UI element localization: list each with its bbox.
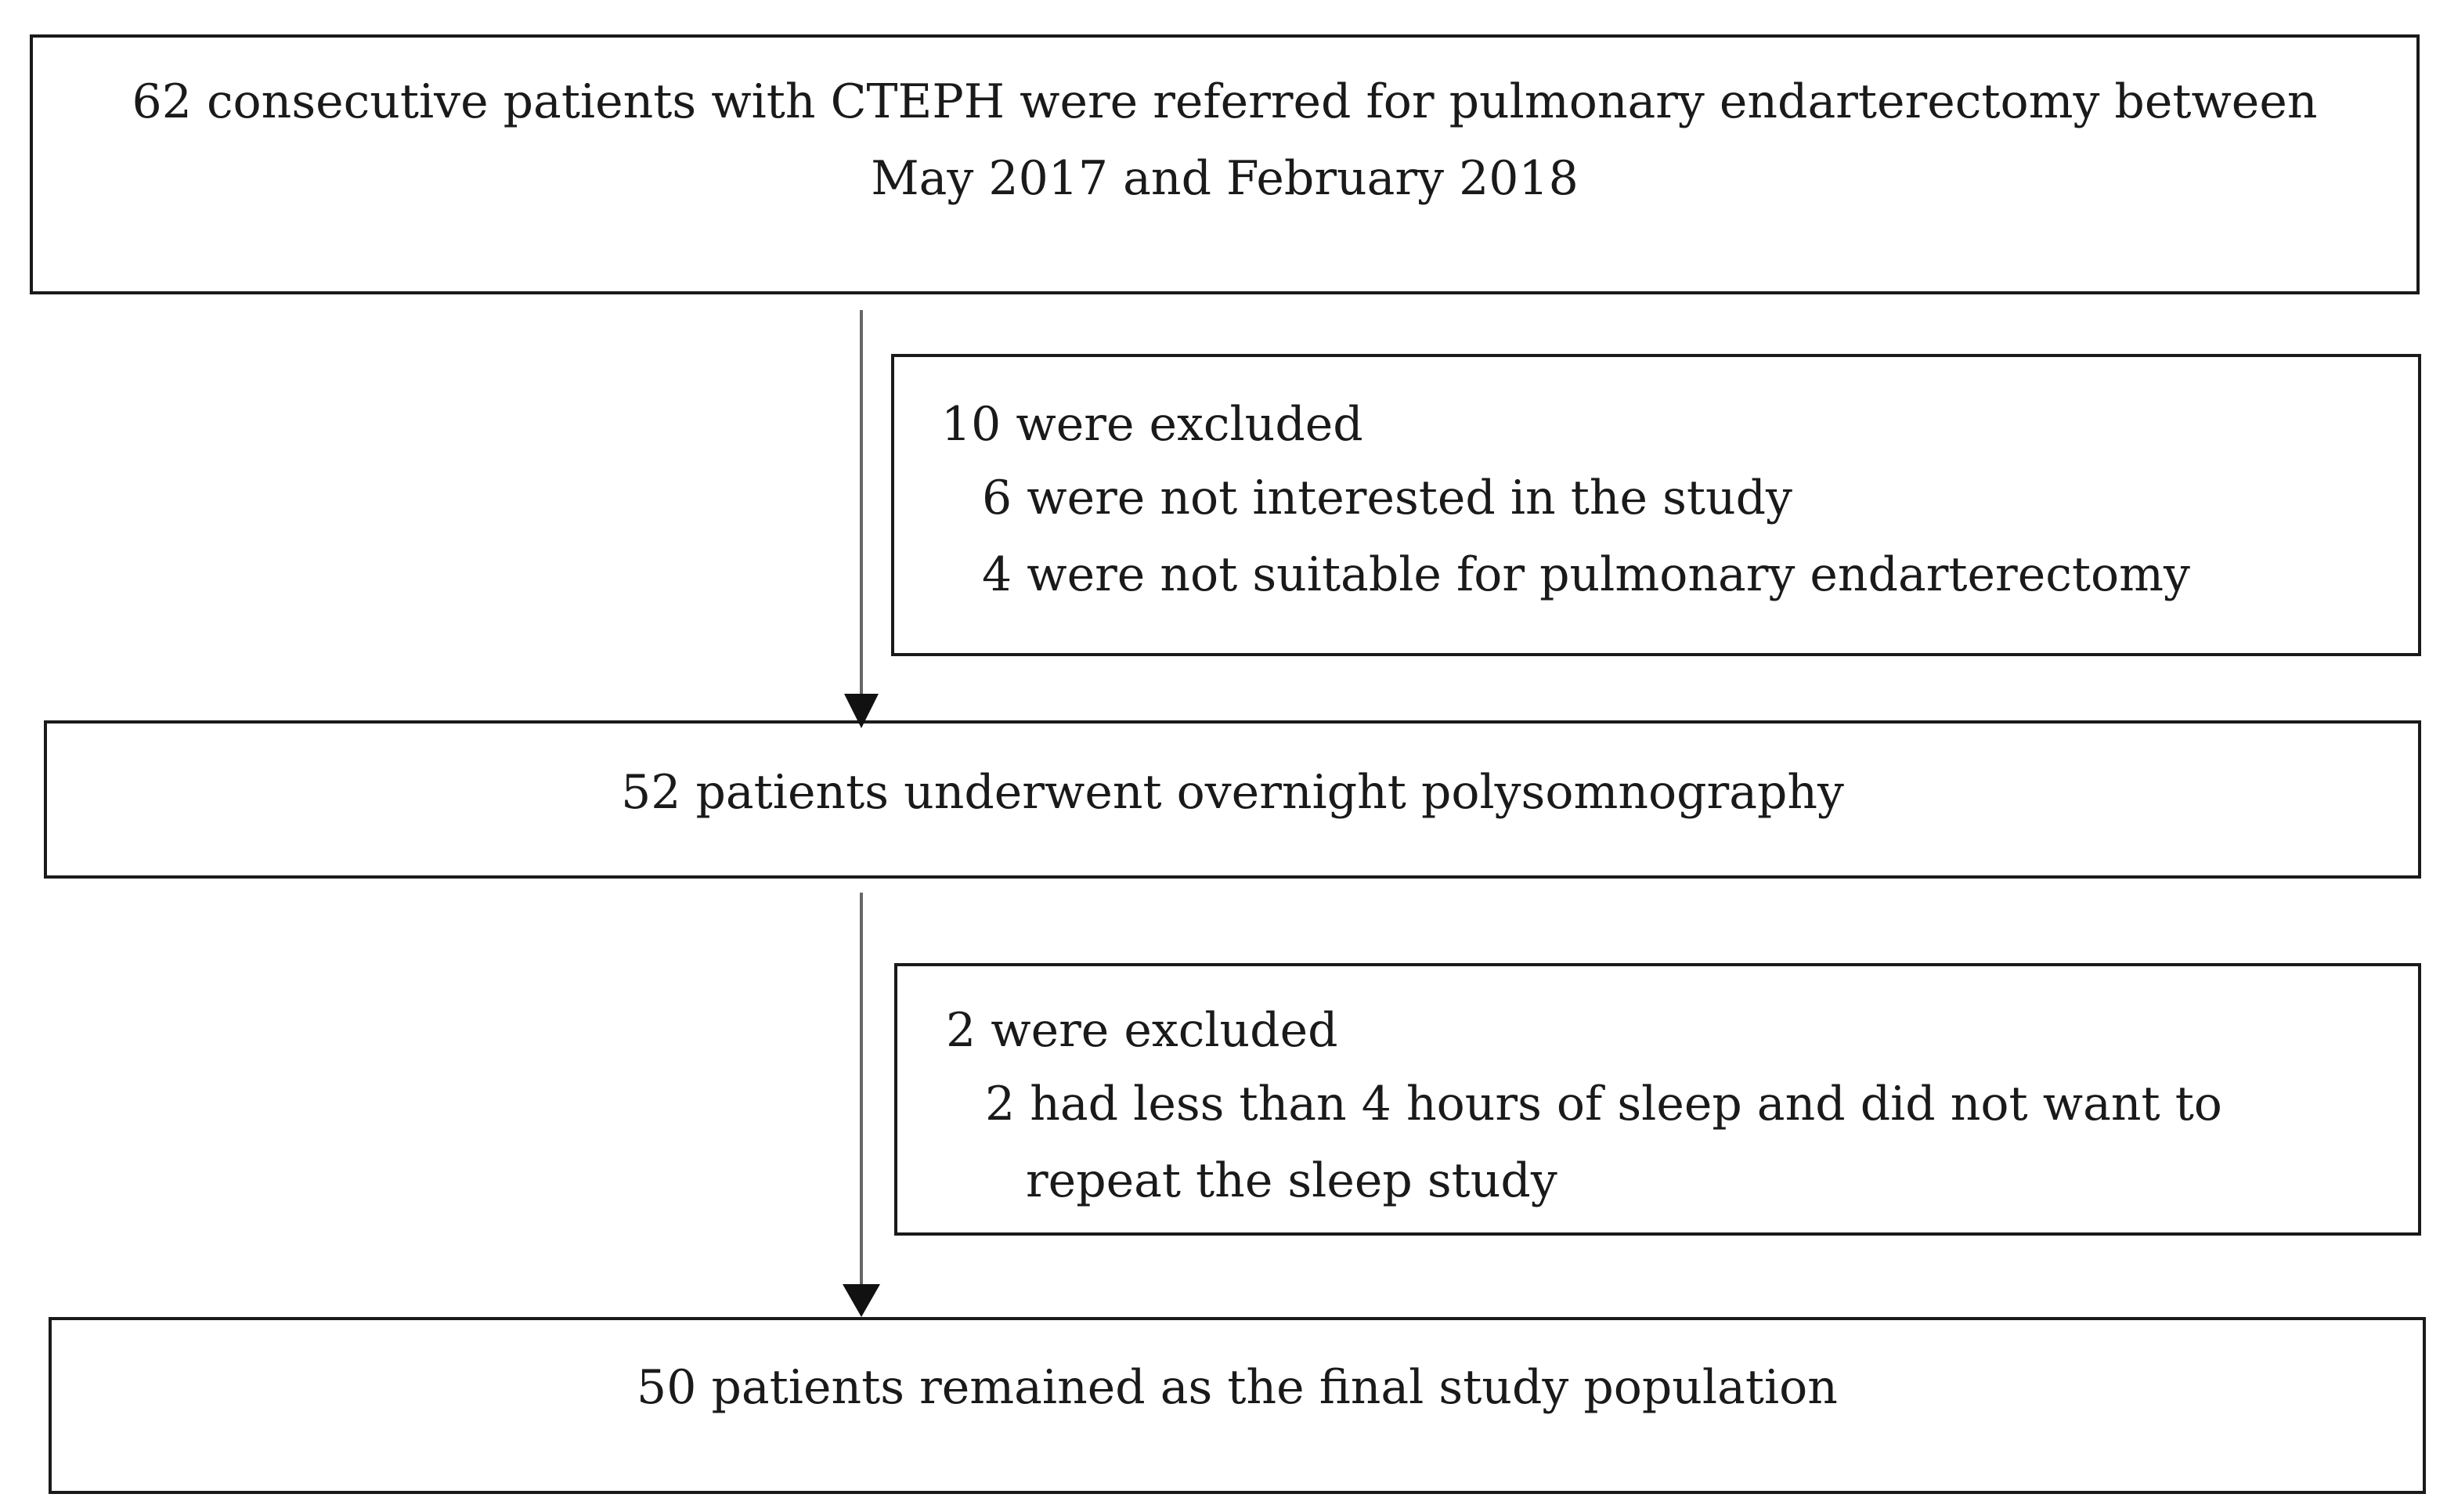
- referral-text-line1: 62 consecutive patients with CTEPH were referred for pulmonary endarterectomy between: [132, 74, 2318, 129]
- exclusion-2-heading: 2 were excluded: [946, 1003, 1338, 1058]
- arrow-2-head: [843, 1284, 880, 1317]
- referral-text-line2: May 2017 and February 2018: [871, 151, 1579, 206]
- polysomnography-text: 52 patients underwent overnight polysomnography: [621, 765, 1844, 820]
- exclusion-2-reason-line2: repeat the sleep study: [1026, 1153, 1557, 1208]
- arrow-1-head: [844, 694, 879, 728]
- exclusion-1-reason-1: 6 were not interested in the study: [982, 471, 1792, 525]
- exclusion-1-reason-2: 4 were not suitable for pulmonary endarterectomy: [982, 547, 2190, 602]
- exclusion-1-heading: 10 were excluded: [941, 397, 1363, 452]
- final-population-text: 50 patients remained as the final study population: [637, 1360, 1838, 1415]
- exclusion-2-reason-line1: 2 had less than 4 hours of sleep and did not want to: [985, 1077, 2222, 1131]
